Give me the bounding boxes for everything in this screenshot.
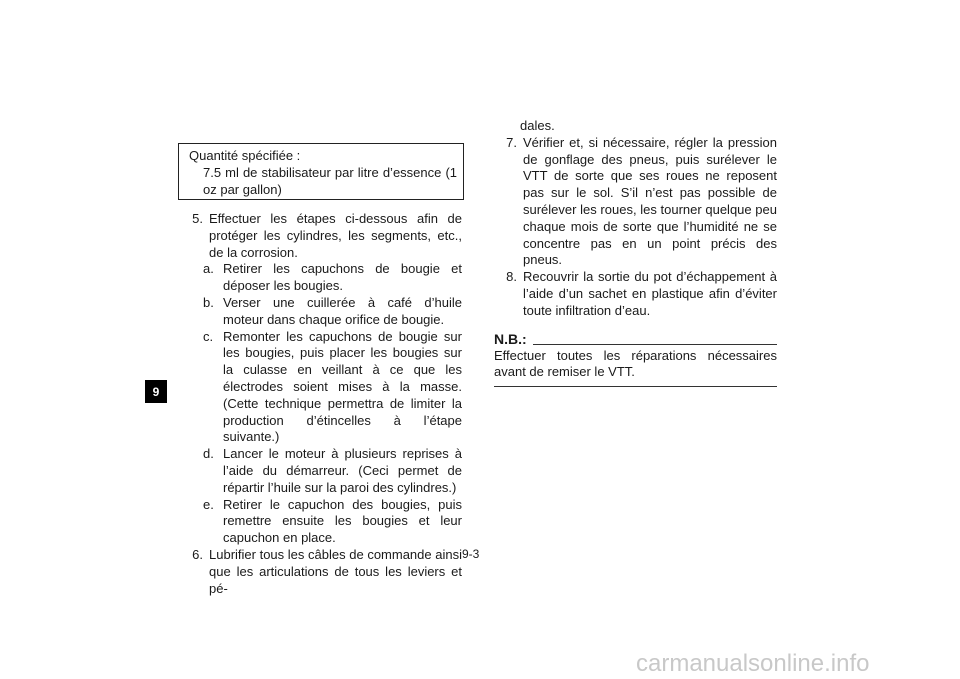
- substep-letter: b.: [203, 294, 214, 310]
- step-number: 7.: [506, 134, 517, 150]
- watermark: carmanualsonline.info: [636, 650, 870, 677]
- substep-letter: c.: [203, 328, 214, 344]
- step-8: [494, 269, 777, 319]
- chapter-tab: 9: [145, 380, 167, 403]
- substep-c: [203, 329, 462, 447]
- substep-a: [203, 261, 462, 295]
- step-text: Vérifier et, si nécessaire, régler la pression de gonflage des pneus, puis surélever le VTT de sorte que ses roues ne reposent pas sur le sol. S’il n’est pas possible de surélever les roues, les tourner quelque peu chaque mois de sorte que l’humidité ne se concentre pas en un point précis des pneus.: [523, 134, 777, 268]
- page-number: 9-3: [462, 547, 480, 561]
- note-heading: [494, 330, 777, 348]
- substep-text: Verser une cuillerée à café d’huile moteur dans chaque orifice de bougie.: [223, 294, 462, 327]
- step-7: [494, 135, 777, 269]
- spec-label: Quantité spécifiée :: [189, 148, 301, 163]
- step-number: 6.: [192, 546, 203, 562]
- right-column: [494, 118, 777, 387]
- step-number: 8.: [506, 269, 517, 285]
- step-6: [180, 547, 462, 597]
- specification-box: [178, 143, 464, 200]
- substep-letter: e.: [203, 496, 214, 512]
- step-text: Recouvrir la sortie du pot d’échappement à l’aide d’un sachet en plastique afin d’éviter toute infiltration d’eau.: [523, 269, 777, 318]
- left-column: [180, 211, 462, 597]
- step-number: 5.: [192, 211, 203, 226]
- substep-d: [203, 446, 462, 496]
- note-bottom-rule: [494, 386, 777, 387]
- note-text: Effectuer toutes les réparations nécessaires avant de remiser le VTT.: [494, 347, 777, 380]
- note-heading-label: N.B.:: [494, 330, 527, 347]
- substep-text: Retirer les capuchons de bougie et déposer les bougies.: [223, 261, 462, 294]
- step-text: Effectuer les étapes ci-dessous afin de protéger les cylindres, les segments, etc., de la corrosion.: [209, 211, 462, 260]
- substep-letter: d.: [203, 446, 214, 462]
- step-text: Lubrifier tous les câbles de commande ainsi que les articulations de tous les leviers et pé-: [209, 546, 462, 596]
- note-heading-rule: [533, 344, 777, 345]
- substep-letter: a.: [203, 261, 214, 277]
- substep-text: Remonter les capuchons de bougie sur les bougies, puis placer les bougies sur la culasse en veillant à ce que les électrodes soient mises à la masse. (Cette technique permettra de limiter la production d’étincelles à l’étape suivante.): [223, 328, 462, 445]
- step-5: [180, 211, 462, 261]
- continuation-text: dales.: [520, 118, 555, 133]
- spec-value: 7.5 ml de stabilisateur par litre d’essence (1 oz par gallon): [203, 165, 457, 197]
- substep-e: [203, 497, 462, 547]
- substep-b: [203, 295, 462, 329]
- substep-text: Lancer le moteur à plusieurs reprises à l’aide du démarreur. (Ceci permet de répartir l’huile sur la paroi des cylindres.): [223, 446, 462, 495]
- substep-text: Retirer le capuchon des bougies, puis remettre ensuite les bougies et leur capuchon en place.: [223, 496, 462, 546]
